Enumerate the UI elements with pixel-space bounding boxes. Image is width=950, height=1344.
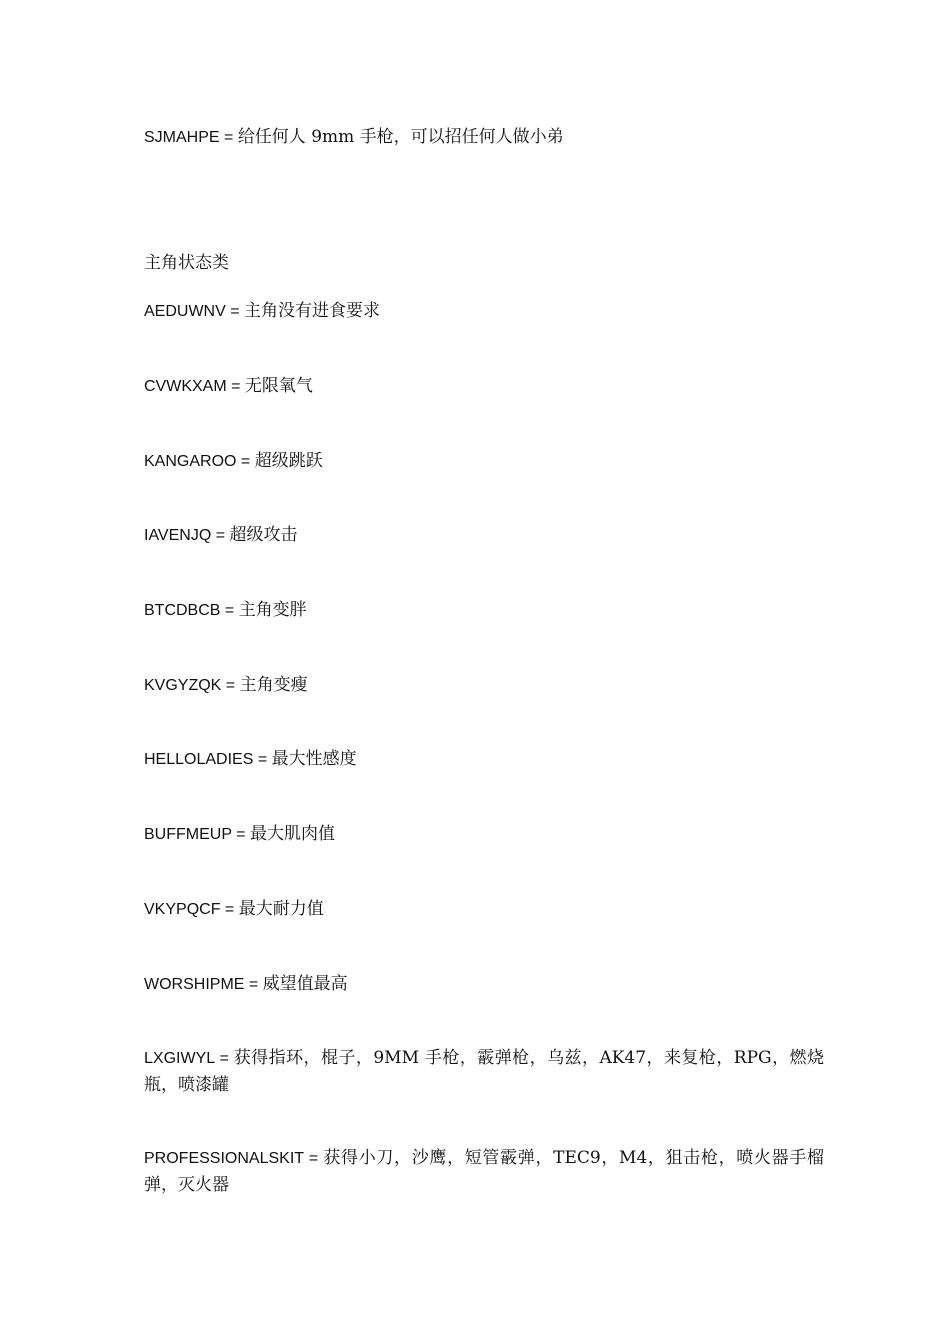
cheat-code: IAVENJQ: [144, 527, 212, 544]
cheat-separator: =: [253, 751, 272, 768]
cheat-description: 威望值最高: [262, 974, 348, 994]
cheat-entry: [144, 597, 824, 624]
cheat-separator: =: [226, 378, 245, 395]
cheat-separator: =: [231, 826, 250, 843]
cheat-entry: [144, 1145, 824, 1198]
cheat-entry: [144, 1045, 824, 1098]
cheat-code: PROFESSIONALSKIT: [144, 1150, 304, 1167]
cheat-description: 获得指环，棍子，9MM 手枪，霰弹枪，乌兹，AK47，来复枪，RPG，燃烧瓶，喷漆罐: [144, 1048, 824, 1095]
cheat-code: WORSHIPME: [144, 976, 245, 993]
cheat-description: 无限氧气: [244, 376, 313, 396]
section-title: 主角状态类: [144, 253, 229, 273]
cheat-description: 最大性感度: [271, 749, 357, 769]
cheat-separator: =: [220, 602, 239, 619]
cheat-separator: =: [219, 129, 238, 146]
cheat-entry: [144, 124, 824, 151]
cheat-code: VKYPQCF: [144, 901, 221, 918]
cheat-separator: =: [221, 677, 240, 694]
cheat-entry: [144, 522, 824, 549]
cheat-description: 给任何人 9mm 手枪，可以招任何人做小弟: [237, 127, 564, 147]
cheat-description: 主角没有进食要求: [244, 301, 381, 321]
cheat-entry: [144, 298, 824, 325]
cheat-separator: =: [236, 453, 255, 470]
cheat-separator: =: [220, 901, 239, 918]
cheat-description: 获得小刀，沙鹰，短管霰弹，TEC9，M4，狙击枪，喷火器手榴弹，灭火器: [144, 1148, 825, 1195]
cheat-code: LXGIWYL: [144, 1050, 215, 1067]
cheat-description: 主角变瘦: [239, 675, 308, 695]
cheat-code: KVGYZQK: [144, 677, 222, 694]
cheat-code: AEDUWNV: [144, 303, 226, 320]
cheat-code: CVWKXAM: [144, 378, 227, 395]
cheat-entry: [144, 672, 824, 699]
cheat-code: SJMAHPE: [144, 129, 220, 146]
cheat-separator: =: [244, 976, 263, 993]
cheat-separator: =: [303, 1150, 324, 1167]
cheat-description: 超级攻击: [229, 525, 298, 545]
cheat-description: 超级跳跃: [254, 451, 323, 471]
cheat-entry: [144, 971, 824, 998]
cheat-code: HELLOLADIES: [144, 751, 254, 768]
cheat-separator: =: [211, 527, 230, 544]
cheat-entry: [144, 373, 824, 400]
cheat-entry: [144, 821, 824, 848]
cheat-separator: =: [214, 1050, 234, 1067]
cheat-code: KANGAROO: [144, 453, 237, 470]
cheat-separator: =: [225, 303, 245, 320]
cheat-entry: [144, 746, 824, 773]
cheat-description: 最大耐力值: [238, 899, 324, 919]
cheat-code: BUFFMEUP: [144, 826, 232, 843]
cheat-entry: [144, 448, 824, 475]
cheat-entry: [144, 896, 824, 923]
cheat-description: 最大肌肉值: [249, 824, 335, 844]
cheat-description: 主角变胖: [238, 600, 307, 620]
cheat-code: BTCDBCB: [144, 602, 221, 619]
